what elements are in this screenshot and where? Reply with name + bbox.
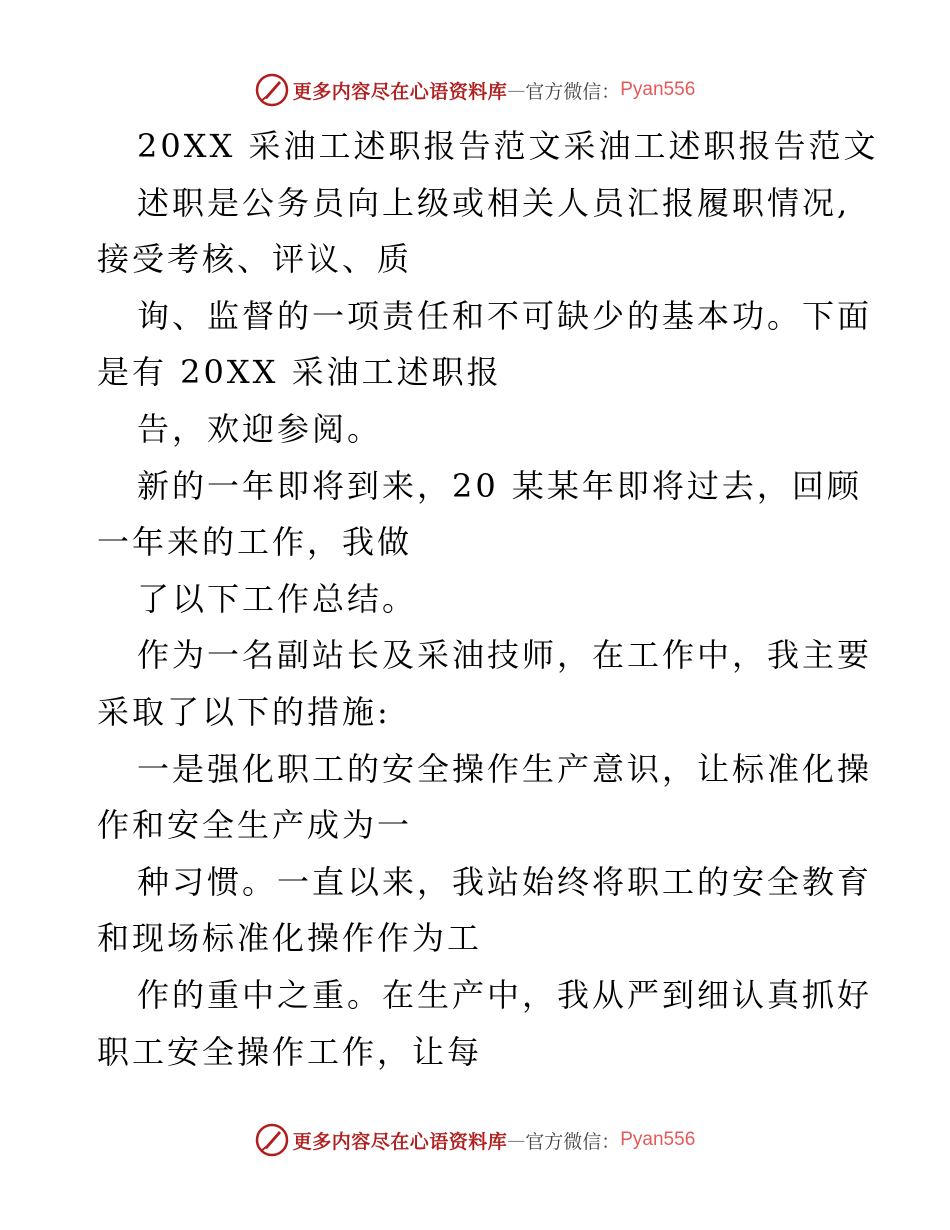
banner-wechat-id: Pyan556: [620, 1129, 696, 1150]
banner-title: 更多内容尽在心语资料库: [292, 80, 508, 103]
quill-logo-icon: [255, 73, 289, 107]
paragraph-line: 一年来的工作，我做: [97, 523, 413, 562]
paragraph-line: 种习惯。一直以来，我站始终将职工的安全教育: [137, 862, 873, 901]
paragraph-line: 职工安全操作工作，让每: [97, 1032, 483, 1071]
banner-wechat-label: 官方微信：: [525, 80, 621, 103]
banner-separator: —: [507, 79, 526, 101]
paragraph-line: 作为一名副站长及采油技师，在工作中，我主要: [137, 636, 873, 675]
paragraph-line: 述职是公务员向上级或相关人员汇报履职情况,: [137, 183, 851, 222]
paragraph-line: 了以下工作总结。: [137, 579, 418, 618]
document-title: 20XX 采油工述职报告范文采油工述职报告范文: [137, 127, 879, 165]
paragraph-line: 是有 20XX 采油工述职报: [97, 353, 502, 392]
quill-logo-icon: [255, 1123, 289, 1157]
banner-title: 更多内容尽在心语资料库: [292, 1130, 508, 1153]
paragraph-line: 告，欢迎参阅。: [137, 409, 383, 448]
paragraph-line: 作和安全生产成为一: [97, 806, 413, 845]
banner-separator: —: [507, 1129, 526, 1151]
paragraph-line: 一是强化职工的安全操作生产意识，让标准化操: [137, 749, 873, 788]
paragraph-line: 和现场标准化操作作为工: [97, 919, 483, 958]
paragraph-line: 作的重中之重。在生产中，我从严到细认真抓好: [137, 975, 873, 1014]
paragraph-line: 询、监督的一项责任和不可缺少的基本功。下面: [137, 296, 873, 335]
banner-wechat-label: 官方微信：: [525, 1130, 621, 1153]
header-banner: [0, 70, 950, 110]
document-body: [97, 118, 879, 1080]
paragraph-line: 新的一年即将到来，20 某某年即将过去，回顾: [137, 466, 862, 505]
footer-banner: [0, 1120, 950, 1160]
paragraph-line: 采取了以下的措施:: [97, 692, 391, 731]
paragraph-line: 接受考核、评议、质: [97, 240, 413, 279]
banner-wechat-id: Pyan556: [620, 79, 696, 100]
